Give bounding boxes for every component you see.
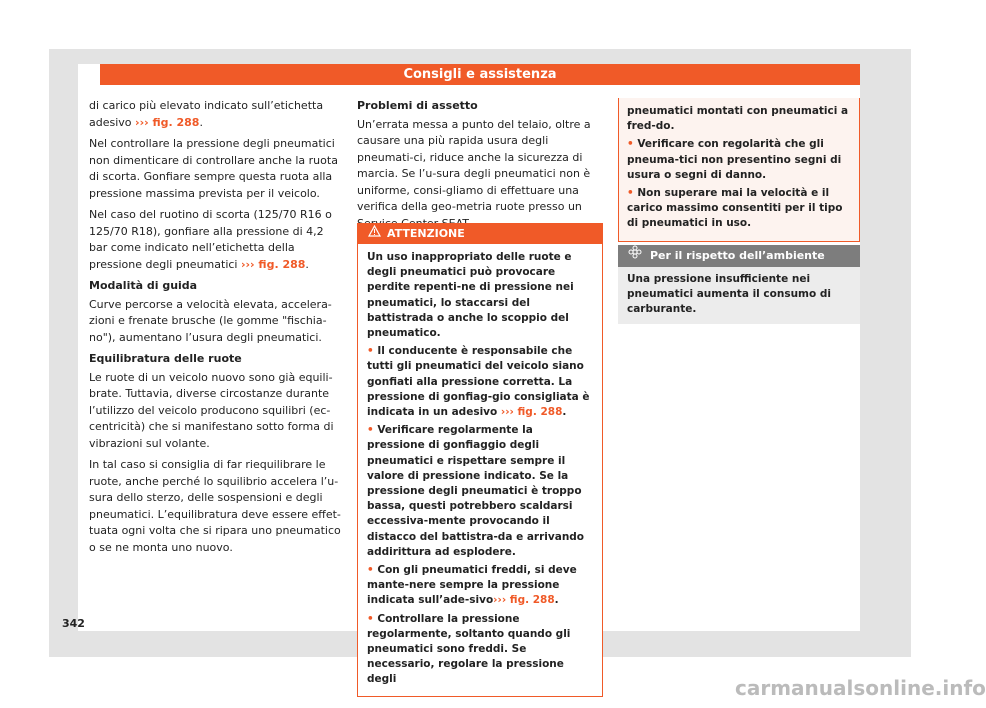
environment-title: Per il rispetto dell’ambiente xyxy=(650,249,825,262)
paragraph: Nel caso del ruotino di scorta (125/70 R16 o 125/70 R18), gonfiare alla pressione di 4,2 bar come indicato nell’etichetta della pressione degli pneumatici ››› fig. 288. xyxy=(89,208,332,271)
bullet-icon: • xyxy=(367,424,374,437)
warning-header xyxy=(358,224,602,244)
environment-header xyxy=(618,245,860,267)
figure-reference[interactable]: ››› fig. 288 xyxy=(500,406,563,419)
bullet-icon: • xyxy=(367,612,374,625)
subheading: Problemi di assetto xyxy=(357,99,478,112)
list-item: • Verificare regolarmente la pressione di gonfiaggio degli pneumatici e rispettare sempre il valore di pressione indicato. Se la pressione degli pneumatici è troppo bassa, questi potrebbero scaldarsi eccessiva-mente provocando il distacco del battistra-da e arrivando addirittura ad esplodere. xyxy=(367,424,585,558)
bullet-icon: • xyxy=(367,564,374,577)
subheading: Modalità di guida xyxy=(89,279,198,292)
environment-box xyxy=(618,245,860,324)
column-left xyxy=(89,98,342,561)
warning-intro: Un uso inappropriato delle ruote e degli pneumatici può provocare perdite repenti-ne di pressione nei pneumatici, lo staccarsi del battistrada o anche lo scoppio del pneumatico. xyxy=(367,251,574,340)
paragraph: di carico più elevato indicato sull’etichetta adesivo ››› fig. 288. xyxy=(89,99,324,129)
paragraph: Un’errata messa a punto del telaio, oltre a causare una più rapida usura degli pneumati-ci, riduce anche la sicurezza di marcia. Se l’u-sura degli pneumatici non è uniforme, consi-gliamo di effettuare una verifica della geo-metria ruote presso un xyxy=(357,117,591,213)
watermark: carmanualsonline.info xyxy=(735,676,986,700)
bullet-icon: • xyxy=(367,345,374,358)
figure-reference[interactable]: ››› fig. 288 xyxy=(240,257,306,271)
warning-continuation-box xyxy=(618,98,860,242)
figure-reference[interactable]: ››› fig. 288 xyxy=(493,594,555,607)
list-item: • Il conducente è responsabile che tutti gli pneumatici del veicolo siano gonfiati alla pressione corretta. La pressione di gonfiag-gio consigliata è indicata in un adesivo ››› fig. 288. xyxy=(367,345,590,419)
list-item: • Verificare con regolarità che gli pneuma-tici non presentino segni di usura o segni di danno. xyxy=(627,138,842,181)
environment-text: Una pressione insufficiente nei pneumatici aumenta il consumo di carburante. xyxy=(618,267,860,324)
list-item: • Controllare la pressione regolarmente, soltanto quando gli pneumatici sono freddi. Se necessario, regolare la pressione degli xyxy=(367,612,571,686)
paragraph: Curve percorse a velocità elevata, accelera-zioni e frenate brusche (le gomme "fischia-no"), aumentano l’usura degli pneumatici. xyxy=(89,297,332,344)
flower-icon xyxy=(628,245,642,267)
paragraph: In tal caso si consiglia di far riequilibrare le ruote, anche perché lo squilibrio accelera l’u-sura dello sterzo, delle sospensioni e degli pneumatici. L’equilibratura deve essere effet-tuata ogni volta che si ripara uno pneumatico o se ne monta uno nuovo. xyxy=(89,458,341,554)
paragraph: pneumatici montati con pneumatici a fred-do. xyxy=(627,105,849,133)
paragraph: Nel controllare la pressione degli pneumatici non dimenticare di controllare anche la ruota di scorta. Gonfiare sempre questa ruota alla pressione massima prevista per il veicolo. xyxy=(89,137,338,200)
bullet-icon: • xyxy=(627,138,634,151)
warning-title: ATTENZIONE xyxy=(387,227,465,240)
subheading: Equilibratura delle ruote xyxy=(89,352,242,365)
bullet-icon: • xyxy=(627,187,634,200)
warning-body xyxy=(358,244,602,696)
list-item: • Non superare mai la velocità e il carico massimo consentiti per il tipo di pneumatici in uso. xyxy=(627,187,843,230)
paragraph: Le ruote di un veicolo nuovo sono già equili-brate. Tuttavia, diverse circostanze durante l’utilizzo del veicolo producono squilibri (ec-centricità) che si manifestano sotto forma di vibrazioni sul volante. xyxy=(89,370,334,450)
list-item: • Con gli pneumatici freddi, si deve mante-nere sempre la pressione indicata sull’ade-sivo››› fig. 288. xyxy=(367,564,577,607)
column-middle xyxy=(357,98,601,237)
page-number: 342 xyxy=(62,617,85,630)
figure-reference[interactable]: ››› fig. 288 xyxy=(135,115,200,129)
warning-triangle-icon xyxy=(368,224,381,244)
warning-box xyxy=(357,223,603,697)
section-header: Consigli e assistenza xyxy=(100,64,860,85)
